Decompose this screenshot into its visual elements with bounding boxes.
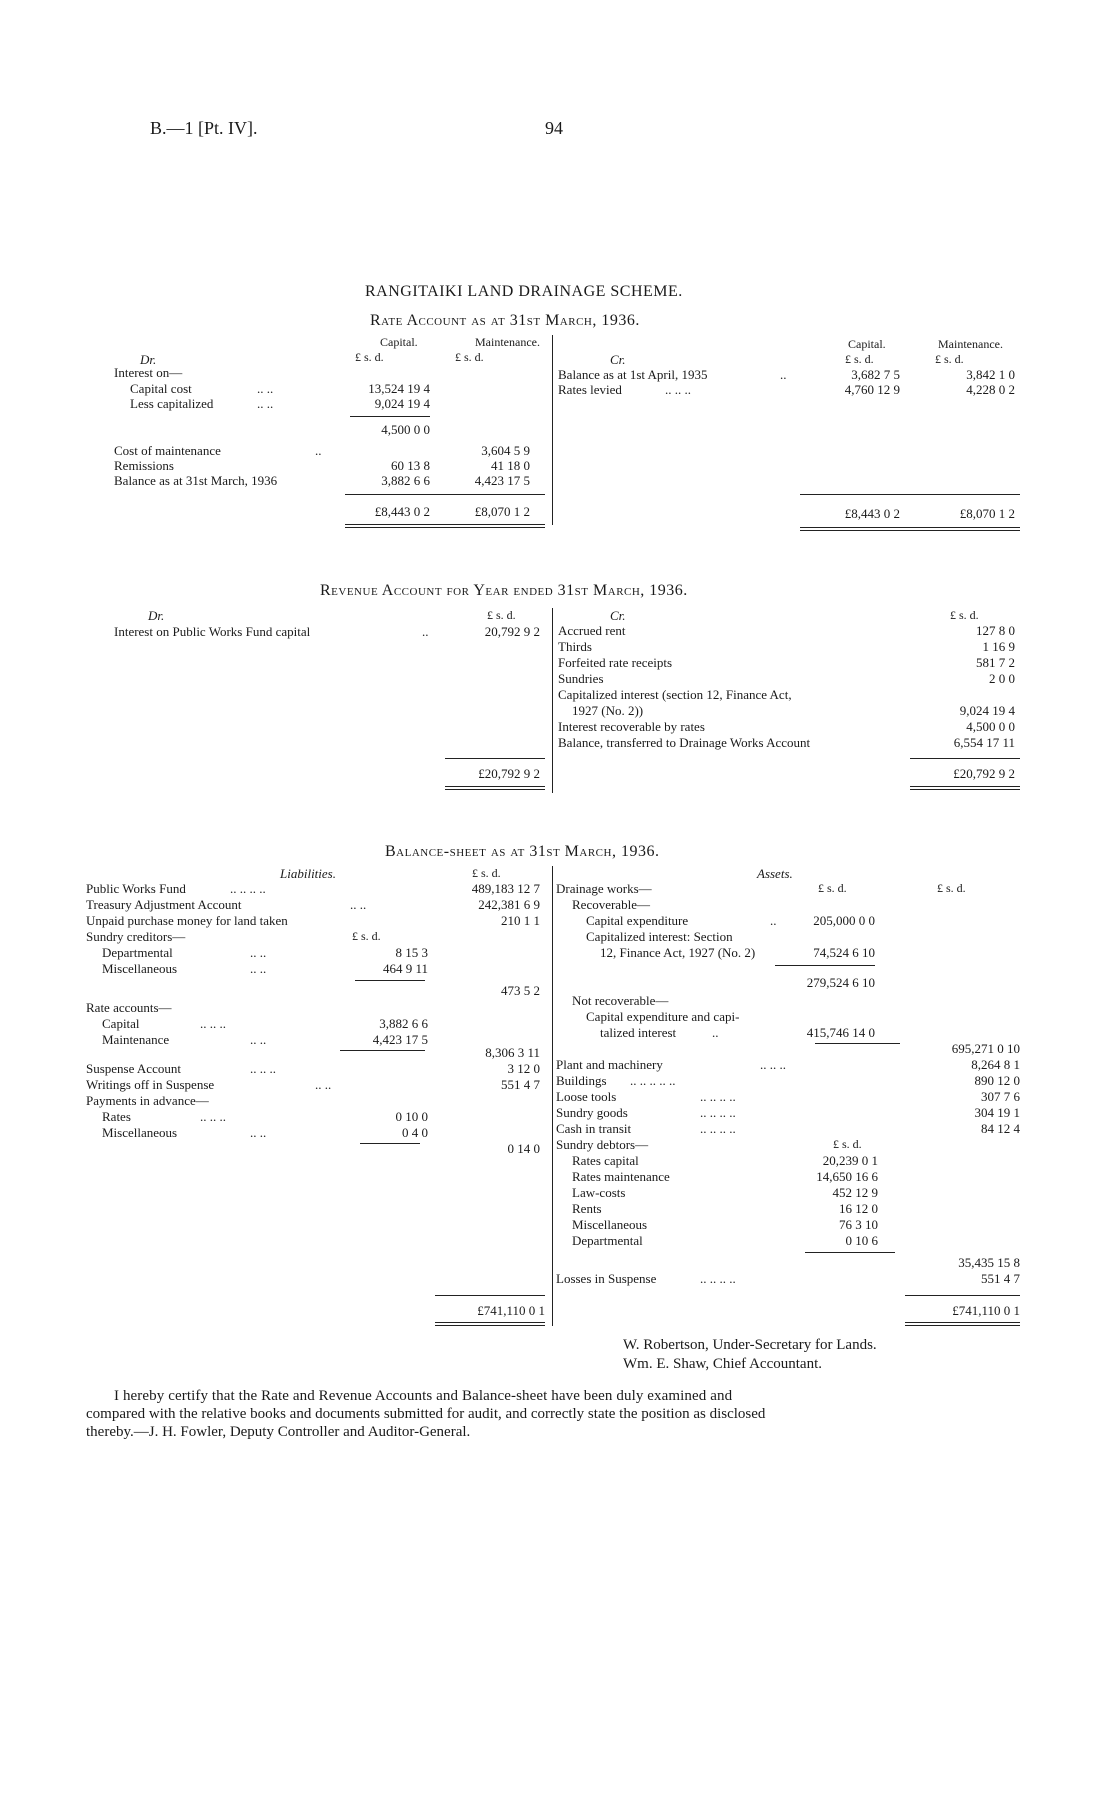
rate-account-title: Rate Account as at 31st March, 1936. [370, 312, 640, 329]
asset-debtors-total: 35,435 15 8 [958, 1255, 1020, 1270]
asset-losses-label: Losses in Suspense [556, 1271, 657, 1286]
rate-remissions-label: Remissions [114, 458, 174, 473]
liab-pay-adv-label: Payments in advance— [86, 1093, 209, 1108]
rate-lsd-capital: £ s. d. [355, 350, 384, 364]
asset-debtors-lsd: £ s. d. [833, 1137, 862, 1151]
rate-cost-maint-value: 3,604 5 9 [481, 443, 530, 458]
rate-less-label: Less capitalized [130, 396, 214, 411]
liab-treasury-label: Treasury Adjustment Account [86, 897, 242, 912]
list-item: Accrued rent [558, 623, 626, 638]
rate-dr-label: Dr. [140, 352, 157, 367]
rate-cr-lsd-maint: £ s. d. [935, 352, 964, 366]
rate-levied-maint: 4,228 0 2 [966, 382, 1015, 397]
asset-grand-total: £741,110 0 1 [952, 1303, 1020, 1318]
liab-misc-label: Miscellaneous [102, 961, 178, 976]
rate-capital-cost-value: 13,524 19 4 [368, 381, 430, 396]
asset-buildings-label: Buildings [556, 1073, 607, 1088]
scheme-title: RANGITAIKI LAND DRAINAGE SCHEME. [365, 283, 683, 300]
asset-losses-value: 551 4 7 [981, 1271, 1020, 1286]
asset-drainage-label: Drainage works— [556, 881, 652, 896]
asset-loose-value: 307 7 6 [981, 1089, 1020, 1104]
revenue-lsd-dr: £ s. d. [487, 608, 516, 622]
revenue-total-cr: £20,792 9 2 [953, 766, 1015, 781]
asset-cash-value: 84 12 4 [981, 1121, 1020, 1136]
asset-drainage-total: 695,271 0 10 [951, 1041, 1020, 1056]
asset-debtors-label: Sundry debtors— [556, 1137, 649, 1152]
list-item: Interest recoverable by rates [558, 719, 705, 734]
rate-bal-apr-label: Balance as at 1st April, 1935 [558, 367, 708, 382]
liab-advance-total: 0 14 0 [507, 1141, 540, 1156]
rate-levied-label: Rates levied [558, 382, 622, 397]
rate-cr-col-capital: Capital. [848, 337, 886, 351]
asset-buildings-value: 890 12 0 [974, 1073, 1020, 1088]
list-item: Balance, transferred to Drainage Works Account [558, 735, 811, 750]
asset-plant-label: Plant and machinery [556, 1057, 663, 1072]
asset-cap-int-label2: 12, Finance Act, 1927 (No. 2) [600, 945, 756, 960]
certify-line-1: I hereby certify that the Rate and Revenue Accounts and Balance-sheet have been duly examined and [114, 1388, 733, 1404]
list-item: Capitalized interest (section 12, Finance Act, [558, 687, 792, 702]
liab-sundry-total: 473 5 2 [501, 983, 540, 998]
page-reference: B.—1 [Pt. IV]. [150, 118, 258, 138]
rate-cr-label: Cr. [610, 352, 626, 367]
rate-balance-capital: 3,882 6 6 [381, 473, 430, 488]
rate-total-dr-maint: £8,070 1 2 [474, 504, 530, 519]
liab-misc2-label: Miscellaneous [102, 1125, 178, 1140]
revenue-total-dr: £20,792 9 2 [478, 766, 540, 781]
list-item: Law-costs [572, 1185, 626, 1200]
liab-sundry-lsd: £ s. d. [352, 929, 381, 943]
liab-pwf-label: Public Works Fund [86, 881, 186, 896]
rate-capital-cost-label: Capital cost [130, 381, 192, 396]
revenue-cr-label: Cr. [610, 608, 626, 623]
asset-cash-label: Cash in transit [556, 1121, 632, 1136]
liab-pwf-value: 489,183 12 7 [471, 881, 540, 896]
list-item-value: 4,500 0 0 [966, 719, 1015, 734]
liabilities-heading: Liabilities. [280, 866, 336, 881]
rate-cr-lsd-capital: £ s. d. [845, 352, 874, 366]
list-item-value: 20,239 0 1 [822, 1153, 878, 1168]
list-item-value: 76 3 10 [839, 1217, 878, 1232]
liab-rates-value: 0 10 0 [395, 1109, 428, 1124]
list-item-value: 6,554 17 11 [953, 735, 1015, 750]
asset-cap-int-value: 74,524 6 10 [813, 945, 875, 960]
liab-capital-value: 3,882 6 6 [379, 1016, 428, 1031]
rate-remissions-maint: 41 18 0 [491, 458, 530, 473]
revenue-interest-value: 20,792 9 2 [484, 624, 540, 639]
liab-unpaid-value: 210 1 1 [501, 913, 540, 928]
rate-col-maintenance: Maintenance. [475, 335, 540, 349]
liab-misc2-value: 0 4 0 [402, 1125, 428, 1140]
liab-capital-label: Capital [102, 1016, 140, 1031]
rate-total-cr-maint: £8,070 1 2 [959, 506, 1015, 521]
certify-line-2: compared with the relative books and documents submitted for audit, and correctly state the position as disclosed [86, 1406, 766, 1422]
asset-goods-label: Sundry goods [556, 1105, 628, 1120]
rate-cost-maint-label: Cost of maintenance [114, 443, 221, 458]
rate-total-dr-capital: £8,443 0 2 [374, 504, 430, 519]
asset-notrecov-label: Not recoverable— [572, 993, 669, 1008]
liab-lsd: £ s. d. [472, 866, 501, 880]
asset-lsd-outer: £ s. d. [937, 881, 966, 895]
liab-writings-label: Writings off in Suspense [86, 1077, 215, 1092]
list-item-value: 2 0 0 [989, 671, 1015, 686]
list-item-value: 1 16 9 [982, 639, 1015, 654]
certify-line-3: thereby.—J. H. Fowler, Deputy Controller and Auditor-General. [86, 1424, 471, 1440]
list-item: Miscellaneous [572, 1217, 648, 1232]
signature-shaw: Wm. E. Shaw, Chief Accountant. [623, 1356, 822, 1372]
list-item-value: 581 7 2 [976, 655, 1015, 670]
list-item: Forfeited rate receipts [558, 655, 673, 670]
assets-heading: Assets. [757, 866, 793, 881]
revenue-account-title: Revenue Account for Year ended 31st March, 1936. [320, 582, 688, 599]
asset-nr-label2: talized interest [600, 1025, 677, 1040]
rate-remissions-capital: 60 13 8 [391, 458, 430, 473]
revenue-lsd-cr: £ s. d. [950, 608, 979, 622]
liab-unpaid-label: Unpaid purchase money for land taken [86, 913, 288, 928]
rate-levied-capital: 4,760 12 9 [844, 382, 900, 397]
liab-maintenance-label: Maintenance [102, 1032, 170, 1047]
asset-recoverable-label: Recoverable— [572, 897, 650, 912]
asset-cap-exp-label: Capital expenditure [586, 913, 689, 928]
signature-robertson: W. Robertson, Under-Secretary for Lands. [623, 1337, 877, 1353]
liab-grand-total: £741,110 0 1 [477, 1303, 545, 1318]
asset-cap-int-label: Capitalized interest: Section [586, 929, 733, 944]
liab-treasury-value: 242,381 6 9 [478, 897, 540, 912]
rate-interest-subtotal: 4,500 0 0 [381, 422, 430, 437]
page-number: 94 [545, 118, 563, 138]
asset-goods-value: 304 19 1 [974, 1105, 1020, 1120]
rate-balance-maint: 4,423 17 5 [474, 473, 530, 488]
liab-suspense-value: 3 12 0 [507, 1061, 540, 1076]
rate-interest-on: Interest on— [114, 365, 183, 380]
rate-lsd-maint: £ s. d. [455, 350, 484, 364]
balance-sheet-title: Balance-sheet as at 31st March, 1936. [385, 843, 660, 860]
liab-sundry-label: Sundry creditors— [86, 929, 186, 944]
list-item-value: 14,650 16 6 [816, 1169, 878, 1184]
rate-col-capital: Capital. [380, 335, 418, 349]
rate-bal-apr-capital: 3,682 7 5 [851, 367, 900, 382]
list-item-value: 127 8 0 [976, 623, 1015, 638]
liab-rates-label: Rates [102, 1109, 131, 1124]
list-item-value: 16 12 0 [839, 1201, 878, 1216]
list-item: Sundries [558, 671, 604, 686]
asset-cap-exp-value: 205,000 0 0 [813, 913, 875, 928]
list-item: Rates maintenance [572, 1169, 670, 1184]
rate-less-value: 9,024 19 4 [374, 396, 430, 411]
asset-nr-value: 415,746 14 0 [806, 1025, 875, 1040]
asset-loose-label: Loose tools [556, 1089, 617, 1104]
asset-plant-value: 8,264 8 1 [971, 1057, 1020, 1072]
list-item-value: 452 12 9 [832, 1185, 878, 1200]
liab-departmental-value: 8 15 3 [395, 945, 428, 960]
list-item-value: 9,024 19 4 [959, 703, 1015, 718]
liab-departmental-label: Departmental [102, 945, 173, 960]
revenue-dr-label: Dr. [148, 608, 165, 623]
liab-maintenance-value: 4,423 17 5 [372, 1032, 428, 1047]
list-item: Rents [572, 1201, 602, 1216]
asset-recoverable-total: 279,524 6 10 [806, 975, 875, 990]
revenue-interest-label: Interest on Public Works Fund capital [114, 624, 311, 639]
list-item: Departmental [572, 1233, 643, 1248]
rate-bal-apr-maint: 3,842 1 0 [966, 367, 1015, 382]
rate-cr-col-maint: Maintenance. [938, 337, 1003, 351]
asset-nr-label1: Capital expenditure and capi- [586, 1009, 740, 1024]
list-item: Thirds [558, 639, 592, 654]
liab-rate-total: 8,306 3 11 [485, 1045, 540, 1060]
liab-misc-value: 464 9 11 [382, 961, 428, 976]
rate-total-cr-capital: £8,443 0 2 [844, 506, 900, 521]
list-item: 1927 (No. 2)) [572, 703, 644, 718]
rate-balance-label: Balance as at 31st March, 1936 [114, 473, 278, 488]
list-item-value: 0 10 6 [845, 1233, 878, 1248]
liab-writings-value: 551 4 7 [501, 1077, 540, 1092]
list-item: Rates capital [572, 1153, 639, 1168]
liab-rate-accounts-label: Rate accounts— [86, 1000, 172, 1015]
liab-suspense-label: Suspense Account [86, 1061, 181, 1076]
asset-lsd-inner: £ s. d. [818, 881, 847, 895]
